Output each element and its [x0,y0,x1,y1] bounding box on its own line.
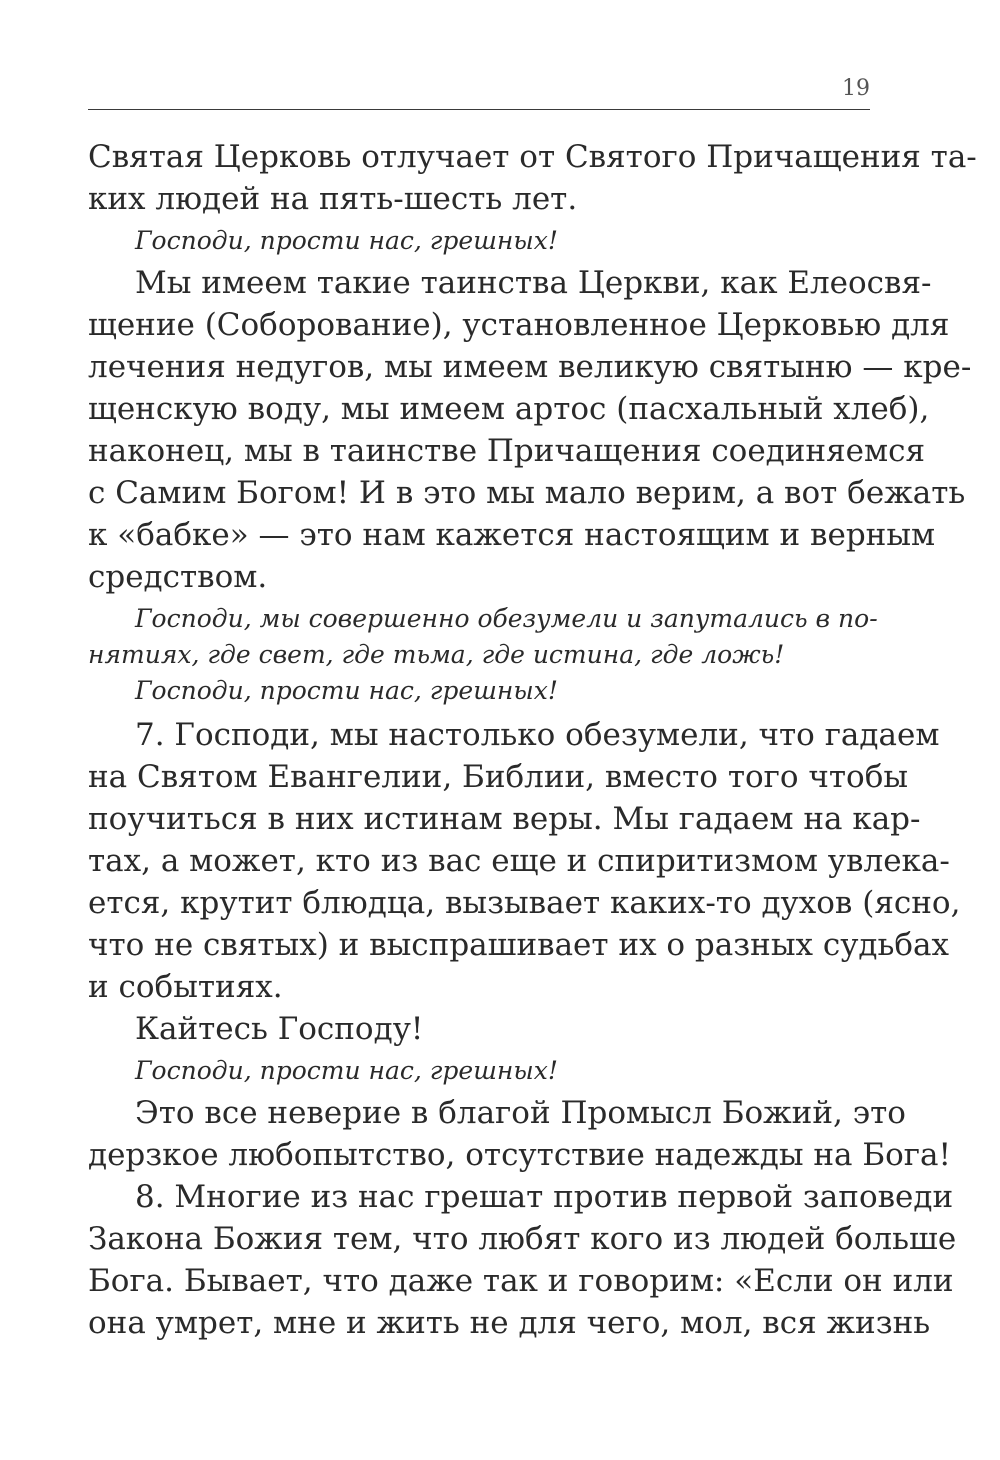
text-line: поучиться в них истинам веры. Мы гадаем на кар- [88,801,921,837]
text-line: щение (Соборование), установленное Церковью для [88,307,950,343]
text-line: лечения недугов, мы имеем великую святыню — кре- [88,349,972,385]
text-line: наконец, мы в таинстве Причащения соединяемся [88,433,926,469]
italic-line: нятиях, где свет, где тьма, где истина, где ложь! [88,640,785,669]
italic-line: Господи, мы совершенно обезумели и запутались в по- [135,604,878,633]
text-line: Мы имеем такие таинства Церкви, как Елеосвя- [135,265,932,301]
text-line: тах, а может, кто из вас еще и спиритизмом увлека- [88,843,950,879]
text-line: ется, крутит блюдца, вызывает каких-то духов (ясно, [88,885,961,921]
text-line: ких людей на пять-шесть лет. [88,181,578,217]
text-line: что не святых) и выспрашивает их о разных судьбах [88,927,950,963]
text-line: Святая Церковь отлучает от Святого Причащения та- [88,139,977,175]
text-line: на Святом Евангелии, Библии, вместо того чтобы [88,759,909,795]
italic-line: Господи, прости нас, грешных! [135,1056,558,1085]
text-line: Это все неверие в благой Промысл Божий, это [135,1095,906,1131]
text-line: Кайтесь Господу! [135,1011,424,1047]
text-line: щенскую воду, мы имеем артос (пасхальный хлеб), [88,391,930,427]
page-number: 19 [842,76,870,101]
text-line: Бога. Бывает, что даже так и говорим: «Если он или [88,1263,954,1299]
text-line: Закона Божия тем, что любят кого из людей больше [88,1221,957,1257]
italic-line: Господи, прости нас, грешных! [135,226,558,255]
text-line: 8. Многие из нас грешат против первой заповеди [135,1179,954,1215]
text-line: средством. [88,559,268,595]
text-line: дерзкое любопытство, отсутствие надежды на Бога! [88,1137,951,1173]
text-line: 7. Господи, мы настолько обезумели, что гадаем [135,717,940,753]
text-line: с Самим Богом! И в это мы мало верим, а вот бежать [88,475,966,511]
text-line: она умрет, мне и жить не для чего, мол, вся жизнь [88,1305,931,1341]
header-rule [88,109,870,110]
text-line: и событиях. [88,969,283,1005]
italic-line: Господи, прости нас, грешных! [135,676,558,705]
text-line: к «бабке» — это нам кажется настоящим и верным [88,517,936,553]
